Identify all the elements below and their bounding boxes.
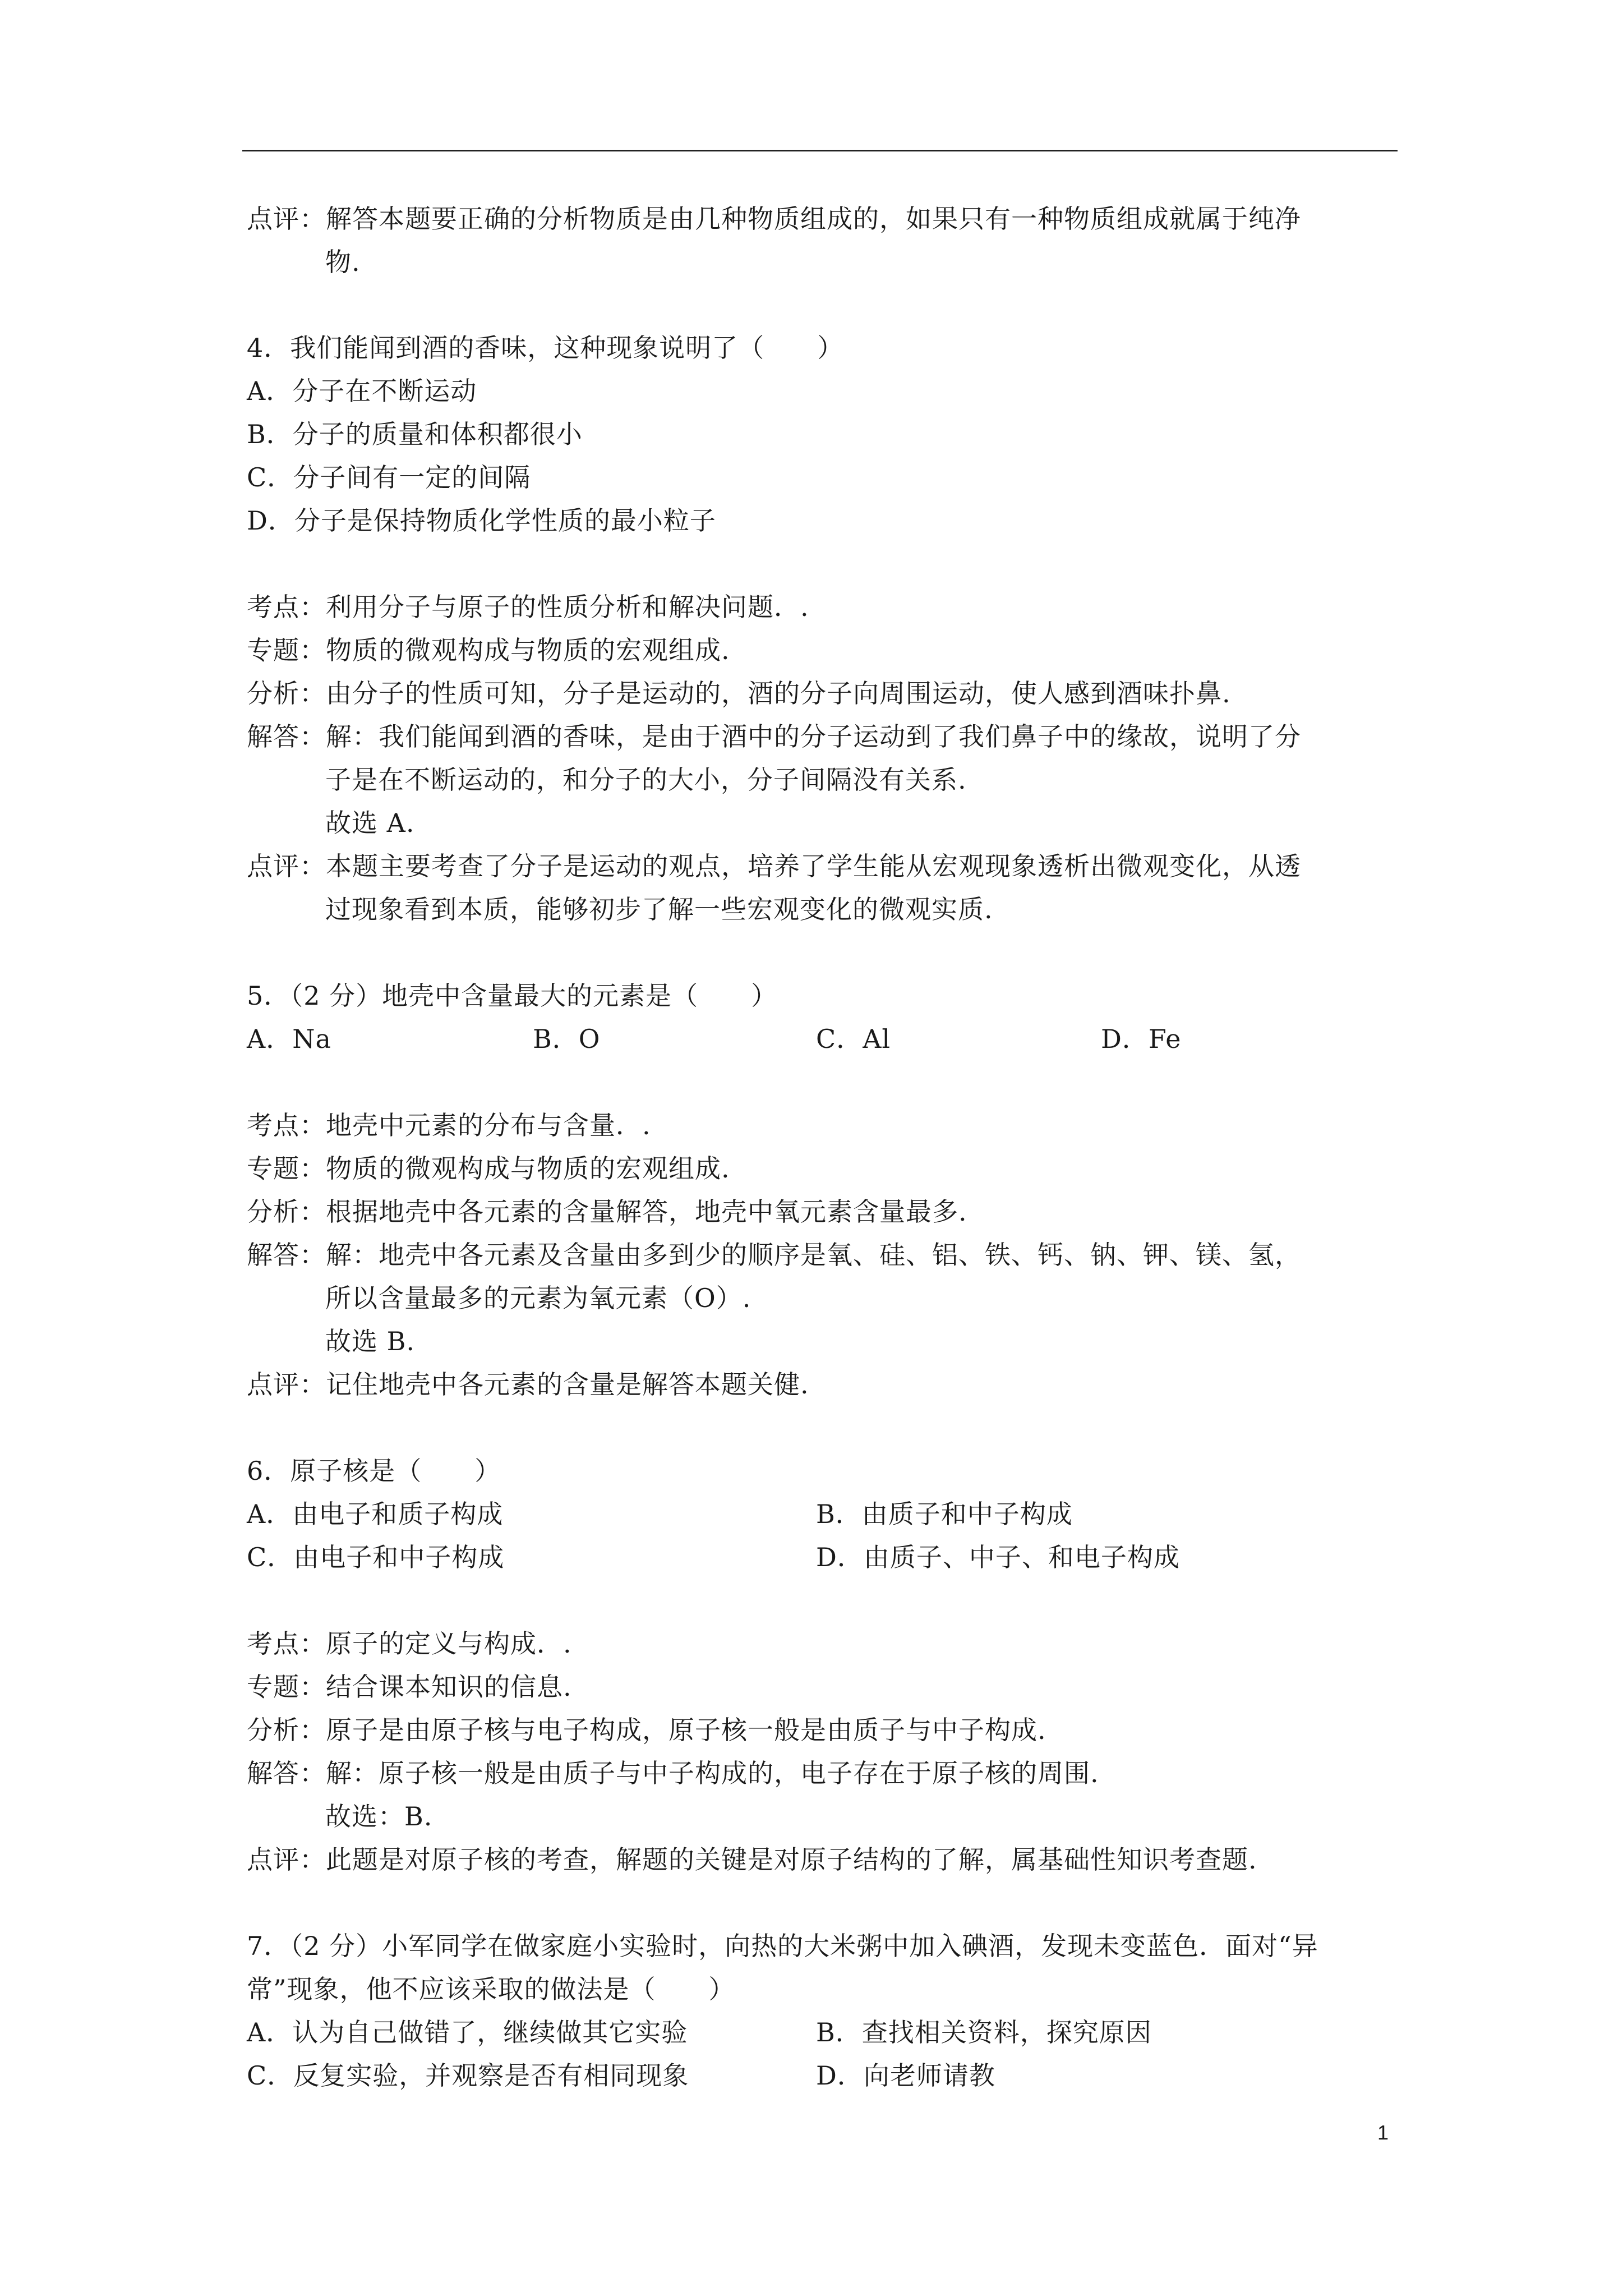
q4-zhuanti: 专题：物质的微观构成与物质的宏观组成. xyxy=(247,635,730,665)
q7-stem-line1: 7．（2 分）小军同学在做家庭小实验时，向热的大米粥中加入碘酒，发现未变蓝色．面对“异 xyxy=(247,1931,1318,1961)
q5-dianping: 点评：记住地壳中各元素的含量是解答本题关健. xyxy=(247,1369,809,1400)
q4-option-b: B．分子的质量和体积都很小 xyxy=(247,419,583,449)
q5-option-d: D．Fe xyxy=(1101,1024,1182,1054)
q6-fenxi: 分析：原子是由原子核与电子构成，原子核一般是由质子与中子构成. xyxy=(247,1715,1046,1745)
q4-jieda-line2: 子是在不断运动的，和分子的大小，分子间隔没有关系. xyxy=(325,765,967,795)
q3-comment-line1: 点评：解答本题要正确的分析物质是由几种物质组成的，如果只有一种物质组成就属于纯净 xyxy=(247,204,1301,234)
q3-comment-line2: 物. xyxy=(325,247,361,277)
q4-kaodian: 考点：利用分子与原子的性质分析和解决问题．. xyxy=(247,592,809,622)
q6-kaodian: 考点：原子的定义与构成．. xyxy=(247,1628,572,1659)
q5-option-c: C．Al xyxy=(816,1024,891,1054)
q5-jieda-line1: 解答：解：地壳中各元素及含量由多到少的顺序是氧、硅、铝、铁、钙、钠、钾、镁、氢， xyxy=(247,1240,1301,1270)
q4-dianping-line1: 点评：本题主要考查了分子是运动的观点，培养了学生能从宏观现象透析出微观变化，从透 xyxy=(247,851,1301,881)
q4-stem: 4．我们能闻到酒的香味，这种现象说明了（ ） xyxy=(247,333,844,363)
q6-zhuanti: 专题：结合课本知识的信息. xyxy=(247,1672,572,1702)
q4-option-c: C．分子间有一定的间隔 xyxy=(247,462,531,493)
page-number: 1 xyxy=(1377,2121,1389,2144)
q7-option-d: D．向老师请教 xyxy=(816,2060,995,2091)
q7-stem-line2: 常”现象，他不应该采取的做法是（ ） xyxy=(247,1974,735,2004)
q4-jieda-line1: 解答：解：我们能闻到酒的香味，是由于酒中的分子运动到了我们鼻子中的缘故，说明了分 xyxy=(247,721,1301,752)
q6-option-d: D．由质子、中子、和电子构成 xyxy=(816,1542,1180,1572)
q6-option-b: B．由质子和中子构成 xyxy=(816,1499,1073,1529)
q4-jieda-line3: 故选 A. xyxy=(325,808,415,838)
q5-zhuanti: 专题：物质的微观构成与物质的宏观组成. xyxy=(247,1153,730,1184)
q5-jieda-line2: 所以含量最多的元素为氧元素（O）. xyxy=(325,1283,751,1313)
q6-stem: 6．原子核是（ ） xyxy=(247,1456,501,1486)
q6-dianping: 点评：此题是对原子核的考查，解题的关键是对原子结构的了解，属基础性知识考查题. xyxy=(247,1844,1257,1875)
q7-option-b: B．查找相关资料，探究原因 xyxy=(816,2017,1152,2047)
q5-kaodian: 考点：地壳中元素的分布与含量．. xyxy=(247,1110,651,1140)
q5-fenxi: 分析：根据地壳中各元素的含量解答，地壳中氧元素含量最多. xyxy=(247,1197,967,1227)
q5-option-b: B．O xyxy=(533,1024,601,1054)
q6-jieda-line1: 解答：解：原子核一般是由质子与中子构成的，电子存在于原子核的周围. xyxy=(247,1758,1099,1788)
q7-option-c: C．反复实验，并观察是否有相同现象 xyxy=(247,2060,689,2091)
q5-jieda-line3: 故选 B. xyxy=(325,1326,416,1356)
q6-jieda-line2: 故选：B. xyxy=(325,1801,433,1832)
q4-option-d: D．分子是保持物质化学性质的最小粒子 xyxy=(247,505,716,536)
q7-option-a: A．认为自己做错了，继续做其它实验 xyxy=(247,2017,688,2047)
q5-option-a: A．Na xyxy=(247,1024,331,1054)
q4-dianping-line2: 过现象看到本质，能够初步了解一些宏观变化的微观实质. xyxy=(325,894,993,924)
q4-option-a: A．分子在不断运动 xyxy=(247,376,477,406)
q5-stem: 5．（2 分）地壳中含量最大的元素是（ ） xyxy=(247,981,778,1011)
q6-option-c: C．由电子和中子构成 xyxy=(247,1542,505,1572)
q6-option-a: A．由电子和质子构成 xyxy=(247,1499,504,1529)
header-rule xyxy=(242,150,1398,151)
q4-fenxi: 分析：由分子的性质可知，分子是运动的，酒的分子向周围运动，使人感到酒味扑鼻. xyxy=(247,678,1231,708)
